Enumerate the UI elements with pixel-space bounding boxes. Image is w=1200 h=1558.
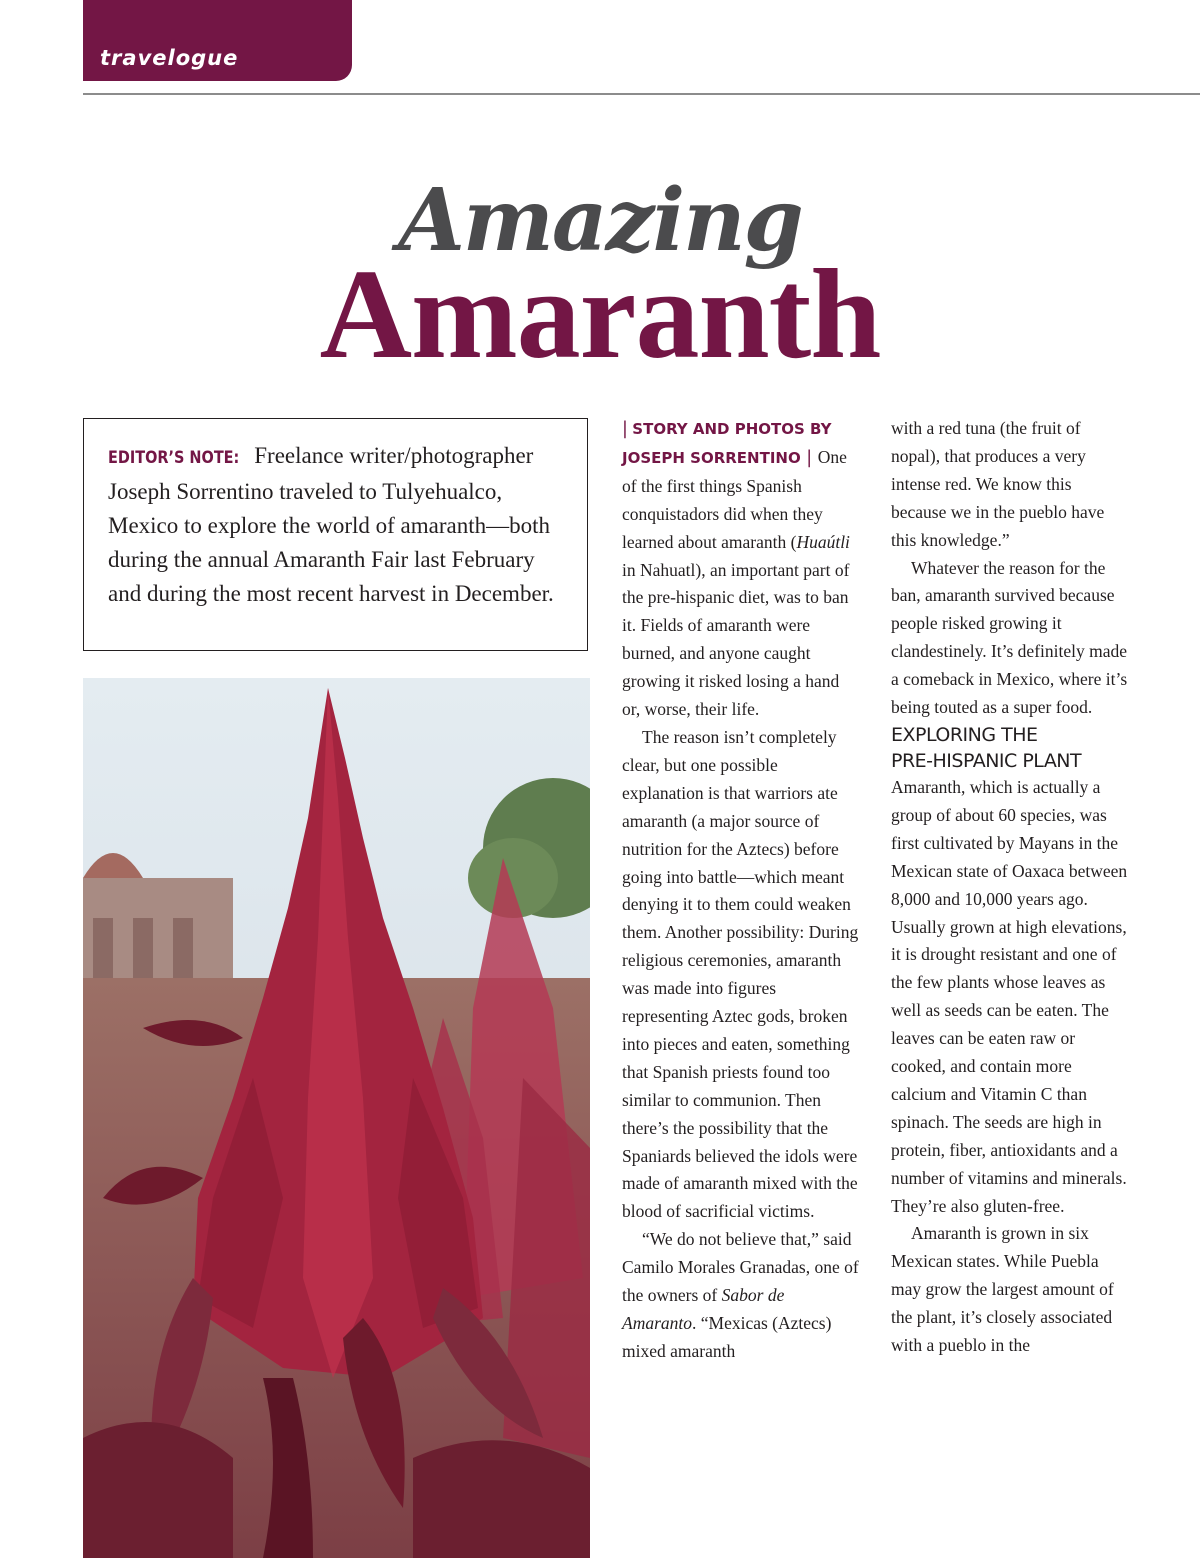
paragraph-text: “We do not believe that,” said Camilo Morales Granadas, one of the owners of bbox=[622, 1229, 859, 1306]
editor-note-label: EDITOR’S NOTE: bbox=[108, 448, 240, 468]
article-paragraph: The reason isn’t completely clear, but one possible explanation is that warriors ate amaranth (a major source of nutrition for the Aztecs) before going into battle—which meant denying it to them could weaken them. Another possibility: During religious ceremonies, amaranth was made into figures representing Aztec gods, broken into pieces and eaten, something that Spanish priests found too similar to communion. Then there’s the possibility that the Spaniards believed the idols were made of amaranth mixed with the blood of sacrificial victims. bbox=[622, 726, 859, 1222]
title-line-2: Amaranth bbox=[319, 243, 881, 385]
title-line-1: Amazing bbox=[398, 170, 802, 271]
article-paragraph: Amaranth, which is actually a group of about 60 species, was first cultivated by Mayans in the Mexican state of Oaxaca between 8,000 and 10,000 years ago. Usually grown at high elevations, it is drought resistant and one of the few plants whose leaves as well as seeds can be eaten. The leaves can be eaten raw or cooked, and contain more calcium and Vitamin C than spinach. The seeds are high in protein, fiber, antioxidants and a number of vitamins and minerals. They’re also gluten-free. bbox=[891, 776, 1128, 1216]
article-column-1 bbox=[622, 415, 860, 1366]
editor-note bbox=[108, 439, 563, 611]
paragraph-italic: Sabor de Amaranto bbox=[622, 1285, 785, 1333]
byline-bar: | bbox=[622, 419, 628, 439]
paragraph-text: One of the first things Spanish conquistadors did when they learned about amaranth ( bbox=[622, 446, 847, 552]
subhead-line: EXPLORING THE bbox=[891, 723, 1038, 746]
article-paragraph bbox=[622, 415, 860, 724]
header-rule bbox=[83, 93, 1200, 95]
article-paragraph: Whatever the reason for the ban, amaranth survived because people risked growing it clandestinely. It’s definitely made a comeback in Mexico, where it’s being touted as a super food. bbox=[891, 557, 1128, 718]
editor-note-text: Freelance writer/photographer Joseph Sorrentino traveled to Tulyehualco, Mexico to explore the world of amaranth—both during the annual Amaranth Fair last February and during the most recent harvest in December. bbox=[108, 443, 554, 606]
byline: STORY AND PHOTOS BY JOSEPH SORRENTINO bbox=[622, 420, 832, 467]
amaranth-photo bbox=[83, 678, 590, 1558]
paragraph-text: . “Mexicas (Aztecs) mixed amaranth bbox=[622, 1313, 832, 1361]
subhead-line: PRE-HISPANIC PLANT bbox=[891, 749, 1082, 772]
paragraph-italic: Huaútli bbox=[796, 531, 850, 552]
section-subhead bbox=[891, 722, 1129, 774]
editor-note-box bbox=[83, 418, 588, 651]
article-paragraph: with a red tuna (the fruit of nopal), that produces a very intense red. We know this because we in the pueblo have this knowledge.” bbox=[891, 418, 1105, 550]
section-tab bbox=[83, 0, 352, 81]
article-paragraph bbox=[622, 1226, 860, 1366]
amaranth-photo-illustration bbox=[83, 678, 590, 1558]
section-label: travelogue bbox=[100, 46, 239, 70]
article-column-2 bbox=[891, 415, 1129, 1360]
paragraph-text: in Nahuatl), an important part of the pre-hispanic diet, was to ban it. Fields of amaranth were burned, and anyone caught growing it risked losing a hand or, worse, their life. bbox=[622, 559, 850, 720]
article-paragraph: Amaranth is grown in six Mexican states. While Puebla may grow the largest amount of the plant, it’s closely associated with a pueblo in the bbox=[891, 1223, 1114, 1356]
byline-separator: | bbox=[800, 447, 818, 468]
